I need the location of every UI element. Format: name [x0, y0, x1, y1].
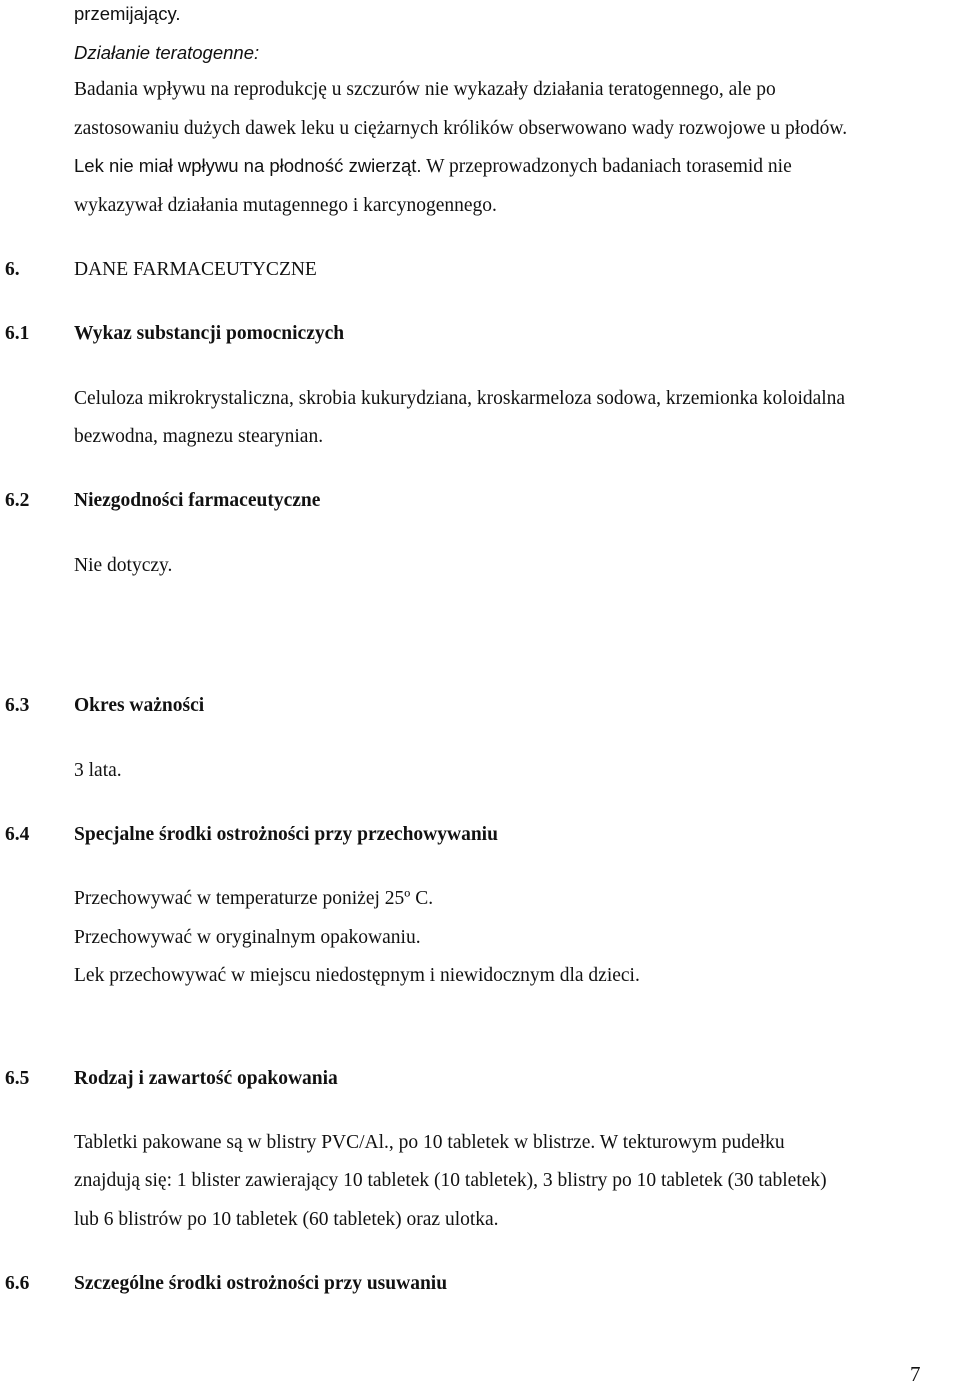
text-line: Badania wpływu na reprodukcję u szczurów nie wykazały działania teratogennego, ale po: [74, 79, 776, 100]
text-line: Lek przechowywać w miejscu niedostępnym i niewidocznym dla dzieci.: [74, 965, 640, 986]
section-title: Niezgodności farmaceutyczne: [74, 490, 321, 511]
text-line: Nie dotyczy.: [74, 555, 173, 576]
text-line: Przechowywać w temperaturze poniżej 25º C.: [74, 888, 434, 909]
section-number: 6.4: [5, 824, 30, 845]
section-title: DANE FARMACEUTYCZNE: [74, 259, 317, 280]
text-line: lub 6 blistrów po 10 tabletek (60 tabletek) oraz ulotka.: [74, 1209, 499, 1230]
text-segment: W przeprowadzonych badaniach torasemid nie: [421, 156, 792, 177]
section-number: 6.6: [5, 1273, 30, 1294]
section-number: 6.3: [5, 695, 30, 716]
text-line: [74, 157, 792, 177]
text-line: Przechowywać w oryginalnym opakowaniu.: [74, 927, 421, 948]
text-line: Tabletki pakowane są w blistry PVC/Al., po 10 tabletek w blistrze. W tekturowym pudełku: [74, 1132, 785, 1153]
section-number: 6.: [5, 259, 20, 280]
text-line: bezwodna, magnezu stearynian.: [74, 426, 324, 447]
section-number: 6.1: [5, 323, 30, 344]
section-number: 6.2: [5, 490, 30, 511]
text-line: znajdują się: 1 blister zawierający 10 tabletek (10 tabletek), 3 blistry po 10 tabletek (30 tabletek): [74, 1170, 827, 1191]
text-line: wykazywał działania mutagennego i karcynogennego.: [74, 195, 497, 216]
section-title: Szczególne środki ostrożności przy usuwaniu: [74, 1273, 448, 1294]
subheading-teratogenic: Działanie teratogenne:: [74, 42, 260, 63]
text-line: zastosowaniu dużych dawek leku u ciężarnych królików obserwowano wady rozwojowe u płodów.: [74, 118, 848, 139]
page-number: 7: [910, 1362, 921, 1386]
text-line: Celuloza mikrokrystaliczna, skrobia kukurydziana, kroskarmeloza sodowa, krzemionka koloidalna: [74, 388, 846, 409]
section-title: Specjalne środki ostrożności przy przechowywaniu: [74, 824, 498, 845]
section-title: Rodzaj i zawartość opakowania: [74, 1068, 338, 1089]
section-title: Okres ważności: [74, 695, 205, 716]
text-segment: Lek nie miał wpływu na płodność zwierząt.: [74, 155, 422, 176]
section-title: Wykaz substancji pomocniczych: [74, 323, 345, 344]
section-number: 6.5: [5, 1068, 30, 1089]
text-line: przemijający.: [74, 3, 181, 24]
text-line: 3 lata.: [74, 760, 122, 781]
